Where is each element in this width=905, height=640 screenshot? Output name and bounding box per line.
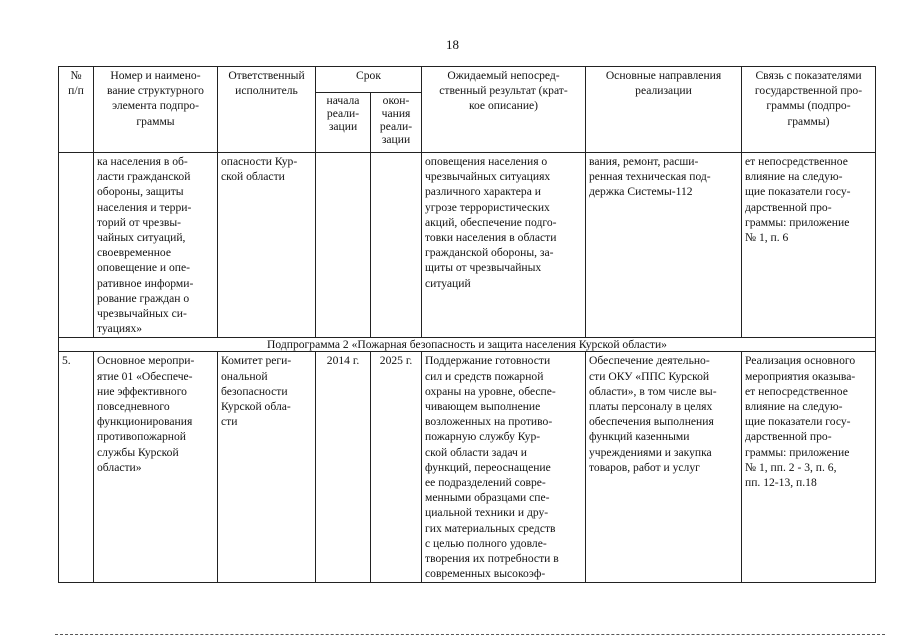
table-row-continuation [59, 153, 876, 338]
cell-link: Реализация основного мероприятия оказыва- ет непосредственное влияние на следую- щие показатели госу- дарственной про- граммы: приложение № 1, пп. 2 - 3, п. 6, пп. 12-13, п.18 [742, 352, 876, 583]
cell-executor: Комитет реги- ональной безопасности Курской обла- сти [218, 352, 316, 583]
cell-directions: Обеспечение деятельно- сти ОКУ «ППС Курской области», в том числе вы- платы персоналу в целях обеспечения выполнения функций казенными учреждениями и закупка товаров, работ и услуг [586, 352, 742, 583]
cell-result: оповещения населения о чрезвычайных ситуациях различного характера и угрозе террористических акций, обеспечение подго- товки населения в области гражданской обороны, за- щиты от чрезвычайных ситуаций [422, 153, 586, 338]
cell-end: 2025 г. [371, 352, 422, 583]
cell-num [59, 153, 94, 338]
header-directions: Основные направления реализации [586, 67, 742, 153]
header-link: Связь с показателями государственной про- граммы (подпро- граммы) [742, 67, 876, 153]
cell-link: ет непосредственное влияние на следую- щие показатели госу- дарственной про- граммы: приложение № 1, п. 6 [742, 153, 876, 338]
subprogram-title: Подпрограмма 2 «Пожарная безопасность и защита населения Курской области» [59, 338, 876, 352]
cell-element: ка населения в об- ласти гражданской обороны, защиты населения и терри- торий от чрезвы- чайных ситуаций, своевременное оповещение и опе- ративное информи- рование граждан о чрезвычайных си- туациях» [94, 153, 218, 338]
header-term: Срок [316, 67, 422, 93]
header-result: Ожидаемый непосред- ственный результат (крат- кое описание) [422, 67, 586, 153]
cell-start [316, 153, 371, 338]
subprogram-row [59, 338, 876, 352]
header-term-start: начала реали- зации [316, 93, 371, 153]
cell-start: 2014 г. [316, 352, 371, 583]
cell-result: Поддержание готовности сил и средств пожарной охраны на уровне, обеспе- чивающем выполнение возложенных на противо- пожарную службу Кур- ской области задач и функций, переоснащение ее подразделений совре- менными образцами спе- циальной техники и дру- гих материальных средств с целью полного удовле- творения их потребности в современных высокоэф- [422, 352, 586, 583]
header-element: Номер и наимено- вание структурного элемента подпро- граммы [94, 67, 218, 153]
cell-num: 5. [59, 352, 94, 583]
header-row [59, 67, 876, 93]
header-num: № п/п [59, 67, 94, 153]
program-table [58, 66, 876, 583]
cell-directions: вания, ремонт, расши- ренная техническая под- держка Системы-112 [586, 153, 742, 338]
cell-element: Основное меропри- ятие 01 «Обеспече- ние эффективного повседневного функционирования противопожарной службы Курской области» [94, 352, 218, 583]
page-number: 18 [446, 37, 459, 52]
header-term-end: окон- чания реали- зации [371, 93, 422, 153]
header-executor: Ответственный исполнитель [218, 67, 316, 153]
table-row-5 [59, 352, 876, 583]
page-bottom-divider [55, 634, 885, 636]
cell-executor: опасности Кур- ской области [218, 153, 316, 338]
cell-end [371, 153, 422, 338]
